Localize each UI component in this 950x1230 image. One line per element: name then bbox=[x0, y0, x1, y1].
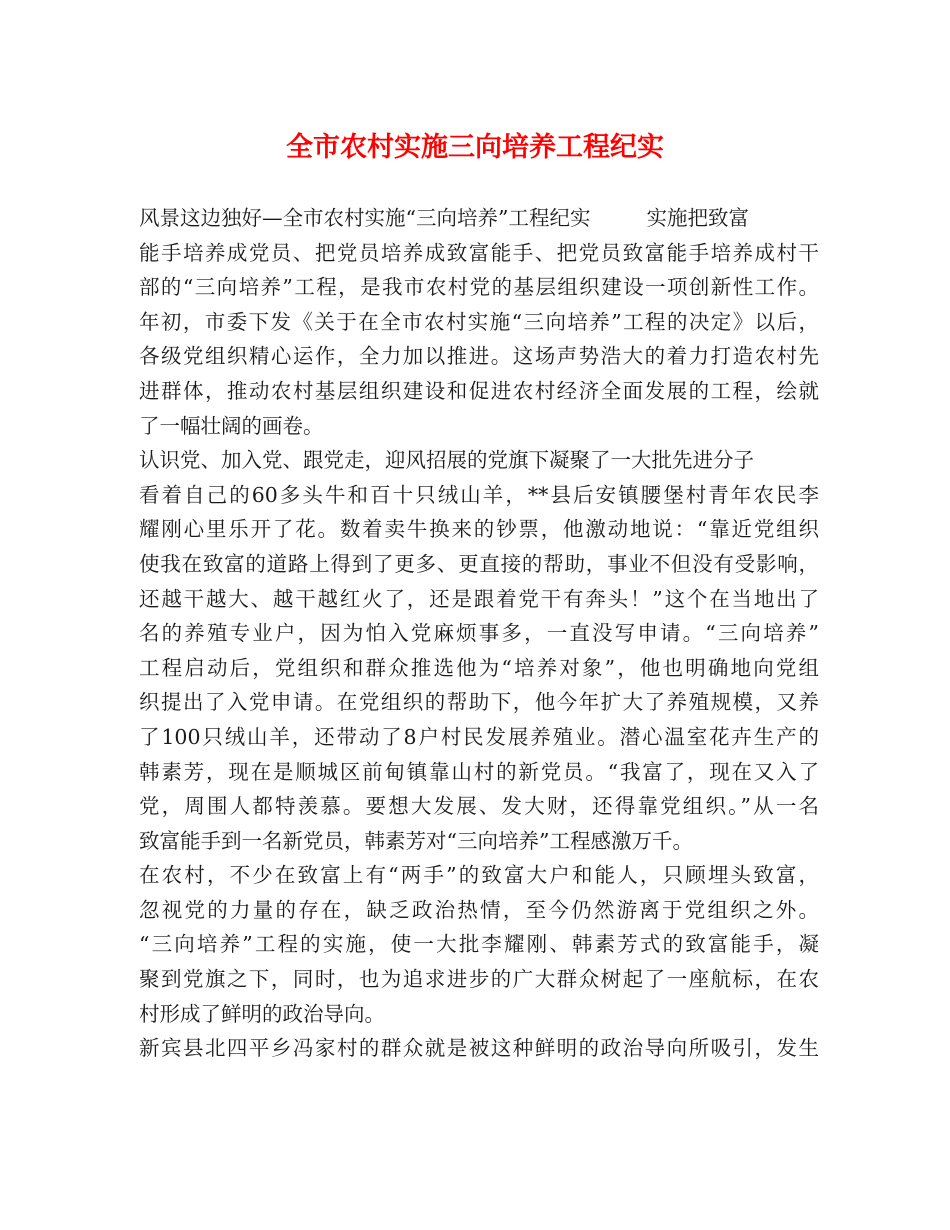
text-line bbox=[139, 893, 819, 928]
text-line bbox=[139, 997, 819, 1032]
text-line-content: 能手培养成党员、把党员培养成致富能手、把党员致富能手培养成村干 bbox=[139, 240, 819, 265]
text-line-tail: 实施把致富 bbox=[646, 206, 749, 230]
text-line bbox=[139, 582, 819, 617]
text-line-content: 致富能手到一名新党员，韩素芳对“三向培养”工程感激万千。 bbox=[139, 828, 693, 853]
text-line bbox=[139, 478, 819, 513]
document-title: 全市农村实施三向培养工程纪实 bbox=[286, 132, 664, 163]
text-line bbox=[139, 927, 819, 962]
text-line-content: 年初，市委下发《关于在全市农村实施“三向培养”工程的决定》以后， bbox=[139, 309, 819, 334]
text-line bbox=[139, 547, 819, 582]
text-line bbox=[139, 236, 819, 271]
text-line bbox=[139, 270, 819, 305]
text-line bbox=[139, 201, 819, 236]
text-line-content: 风景这边独好—全市农村实施“三向培养”工程纪实 bbox=[139, 206, 591, 230]
text-line-content: 聚到党旗之下，同时，也为追求进步的广大群众树起了一座航标，在农 bbox=[139, 967, 819, 992]
text-line bbox=[139, 305, 819, 340]
text-line-content: 工程启动后，党组织和群众推选他为“培养对象”，他也明确地向党组 bbox=[139, 655, 819, 680]
text-line-content: 看着自己的60多头牛和百十只绒山羊，**县后安镇腰堡村青年农民李 bbox=[139, 482, 819, 507]
text-line bbox=[139, 858, 819, 893]
text-line-content: 党，周围人都特羡慕。要想大发展、发大财，还得靠党组织。”从一名 bbox=[139, 794, 819, 819]
text-line-content: 各级党组织精心运作，全力加以推进。这场声势浩大的着力打造农村先 bbox=[139, 344, 819, 369]
text-line bbox=[139, 789, 819, 824]
text-line bbox=[139, 824, 819, 859]
text-line-content: 部的“三向培养”工程，是我市农村党的基层组织建设一项创新性工作。 bbox=[139, 275, 819, 300]
text-line bbox=[139, 962, 819, 997]
document-body bbox=[139, 201, 819, 1066]
text-line-content: 忽视党的力量的存在，缺乏政治热情，至今仍然游离于党组织之外。 bbox=[139, 897, 819, 922]
text-line bbox=[139, 1031, 819, 1066]
text-line-content: “三向培养”工程的实施，使一大批李耀刚、韩素芳式的致富能手，凝 bbox=[139, 932, 819, 957]
text-line-content: 村形成了鲜明的政治导向。 bbox=[139, 1001, 385, 1026]
text-line-content: 认识党、加入党、跟党走，迎风招展的党旗下凝聚了一大批先进分子 bbox=[139, 448, 754, 473]
text-line bbox=[139, 409, 819, 444]
text-line bbox=[139, 616, 819, 651]
text-line-content: 名的养殖专业户，因为怕入党麻烦事多，一直没写申请。“三向培养” bbox=[139, 621, 819, 646]
text-line-content: 在农村，不少在致富上有“两手”的致富大户和能人，只顾埋头致富， bbox=[139, 863, 819, 888]
text-line-content: 了100只绒山羊，还带动了8户村民发展养殖业。潜心温室花卉生产的 bbox=[139, 724, 819, 749]
text-line bbox=[139, 374, 819, 409]
text-line-content: 韩素芳，现在是顺城区前甸镇靠山村的新党员。“我富了，现在又入了 bbox=[139, 759, 819, 784]
text-line bbox=[139, 720, 819, 755]
text-line-content: 进群体，推动农村基层组织建设和促进农村经济全面发展的工程，绘就 bbox=[139, 378, 819, 403]
text-line-content: 耀刚心里乐开了花。数着卖牛换来的钞票，他激动地说：“靠近党组织 bbox=[139, 517, 819, 542]
text-line bbox=[139, 651, 819, 686]
text-line-content: 还越干越大、越干越红火了，还是跟着党干有奔头！”这个在当地出了 bbox=[139, 586, 819, 611]
text-line-content: 了一幅壮阔的画卷。 bbox=[139, 413, 324, 438]
text-line bbox=[139, 443, 819, 478]
text-line-content: 织提出了入党申请。在党组织的帮助下，他今年扩大了养殖规模，又养 bbox=[139, 690, 819, 715]
text-line bbox=[139, 755, 819, 790]
text-line bbox=[139, 512, 819, 547]
text-line bbox=[139, 685, 819, 720]
text-line bbox=[139, 339, 819, 374]
text-line-content: 使我在致富的道路上得到了更多、更直接的帮助，事业不但没有受影响， bbox=[139, 551, 819, 576]
text-line-content: 新宾县北四平乡冯家村的群众就是被这种鲜明的政治导向所吸引，发生 bbox=[139, 1036, 819, 1061]
